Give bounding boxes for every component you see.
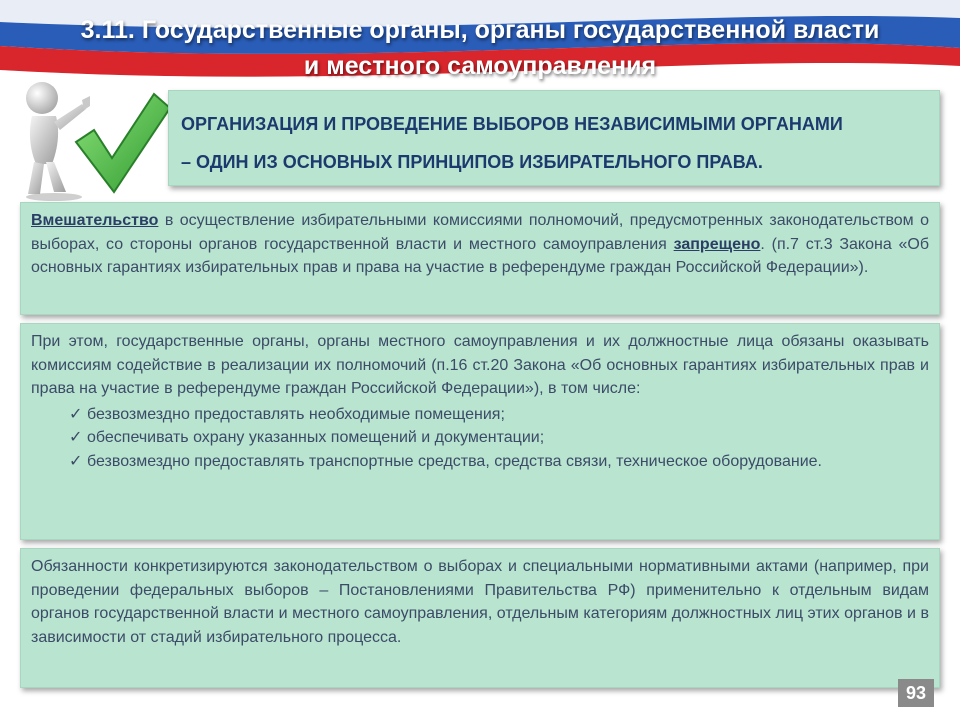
checkmark-icon: ✓ xyxy=(69,452,83,470)
assistance-list xyxy=(31,403,929,474)
interference-prohibited-box xyxy=(20,202,940,315)
assistance-obligations-box xyxy=(20,323,940,540)
term-forbidden: запрещено xyxy=(673,235,761,253)
headline-line2: – ОДИН ИЗ ОСНОВНЫХ ПРИНЦИПОВ ИЗБИРАТЕЛЬНОГО ПРАВА. xyxy=(181,152,763,172)
interference-text-a: в осуществление избирательными комиссиями полномочий, предусмотренных законодательством о выборах, со стороны органов государственной власти и местного самоуправления xyxy=(31,212,929,253)
page-number-badge: 93 xyxy=(898,679,934,707)
slide-title-line1: 3.11. Государственные органы, органы государственной власти xyxy=(80,16,880,44)
person-checkmark-illustration xyxy=(14,72,174,202)
list-item: ✓ обеспечивать охрану указанных помещений и документации; xyxy=(87,426,929,450)
checkmark-icon: ✓ xyxy=(69,405,83,423)
obligations-specified-box xyxy=(20,548,940,688)
checkmark-icon: ✓ xyxy=(69,429,83,446)
term-interference: Вмешательство xyxy=(31,212,159,229)
interference-paragraph xyxy=(31,209,929,280)
assistance-intro: При этом, государственные органы, органы местного самоуправления и их должностные лица обязаны оказывать комиссиям содействие в реализации их полномочий (п.16 ст.20 Закона «Об основных гарантиях избирательных прав и права на участие в референдуме граждан Российской Федерации»), в том числе: xyxy=(31,333,929,397)
obligations-paragraph: Обязанности конкретизируются законодательством о выборах и специальными нормативными актами (например, при проведении федеральных выборов – Постановлениями Правительства РФ) применительно к отдельным видам органов государственной власти и местного самоуправления, отдельным категориям должностных лиц этих органов и в зависимости от стадий избирательного процесса. xyxy=(31,558,929,646)
headline-line1: ОРГАНИЗАЦИЯ И ПРОВЕДЕНИЕ ВЫБОРОВ НЕЗАВИСИМЫМИ ОРГАНАМИ xyxy=(181,114,843,134)
interference-text-b: . (п.7 ст.3 Закона «Об основных гарантиях избирательных прав и права на участие в референдуме граждан Российской Федерации»). xyxy=(31,235,930,276)
slide-title-line2: и местного самоуправления xyxy=(303,52,657,80)
headline-box xyxy=(168,90,940,186)
list-item: ✓ безвозмездно предоставлять необходимые помещения; xyxy=(87,403,929,427)
list-item: ✓ безвозмездно предоставлять транспортные средства, средства связи, техническое оборудование. xyxy=(87,450,929,474)
